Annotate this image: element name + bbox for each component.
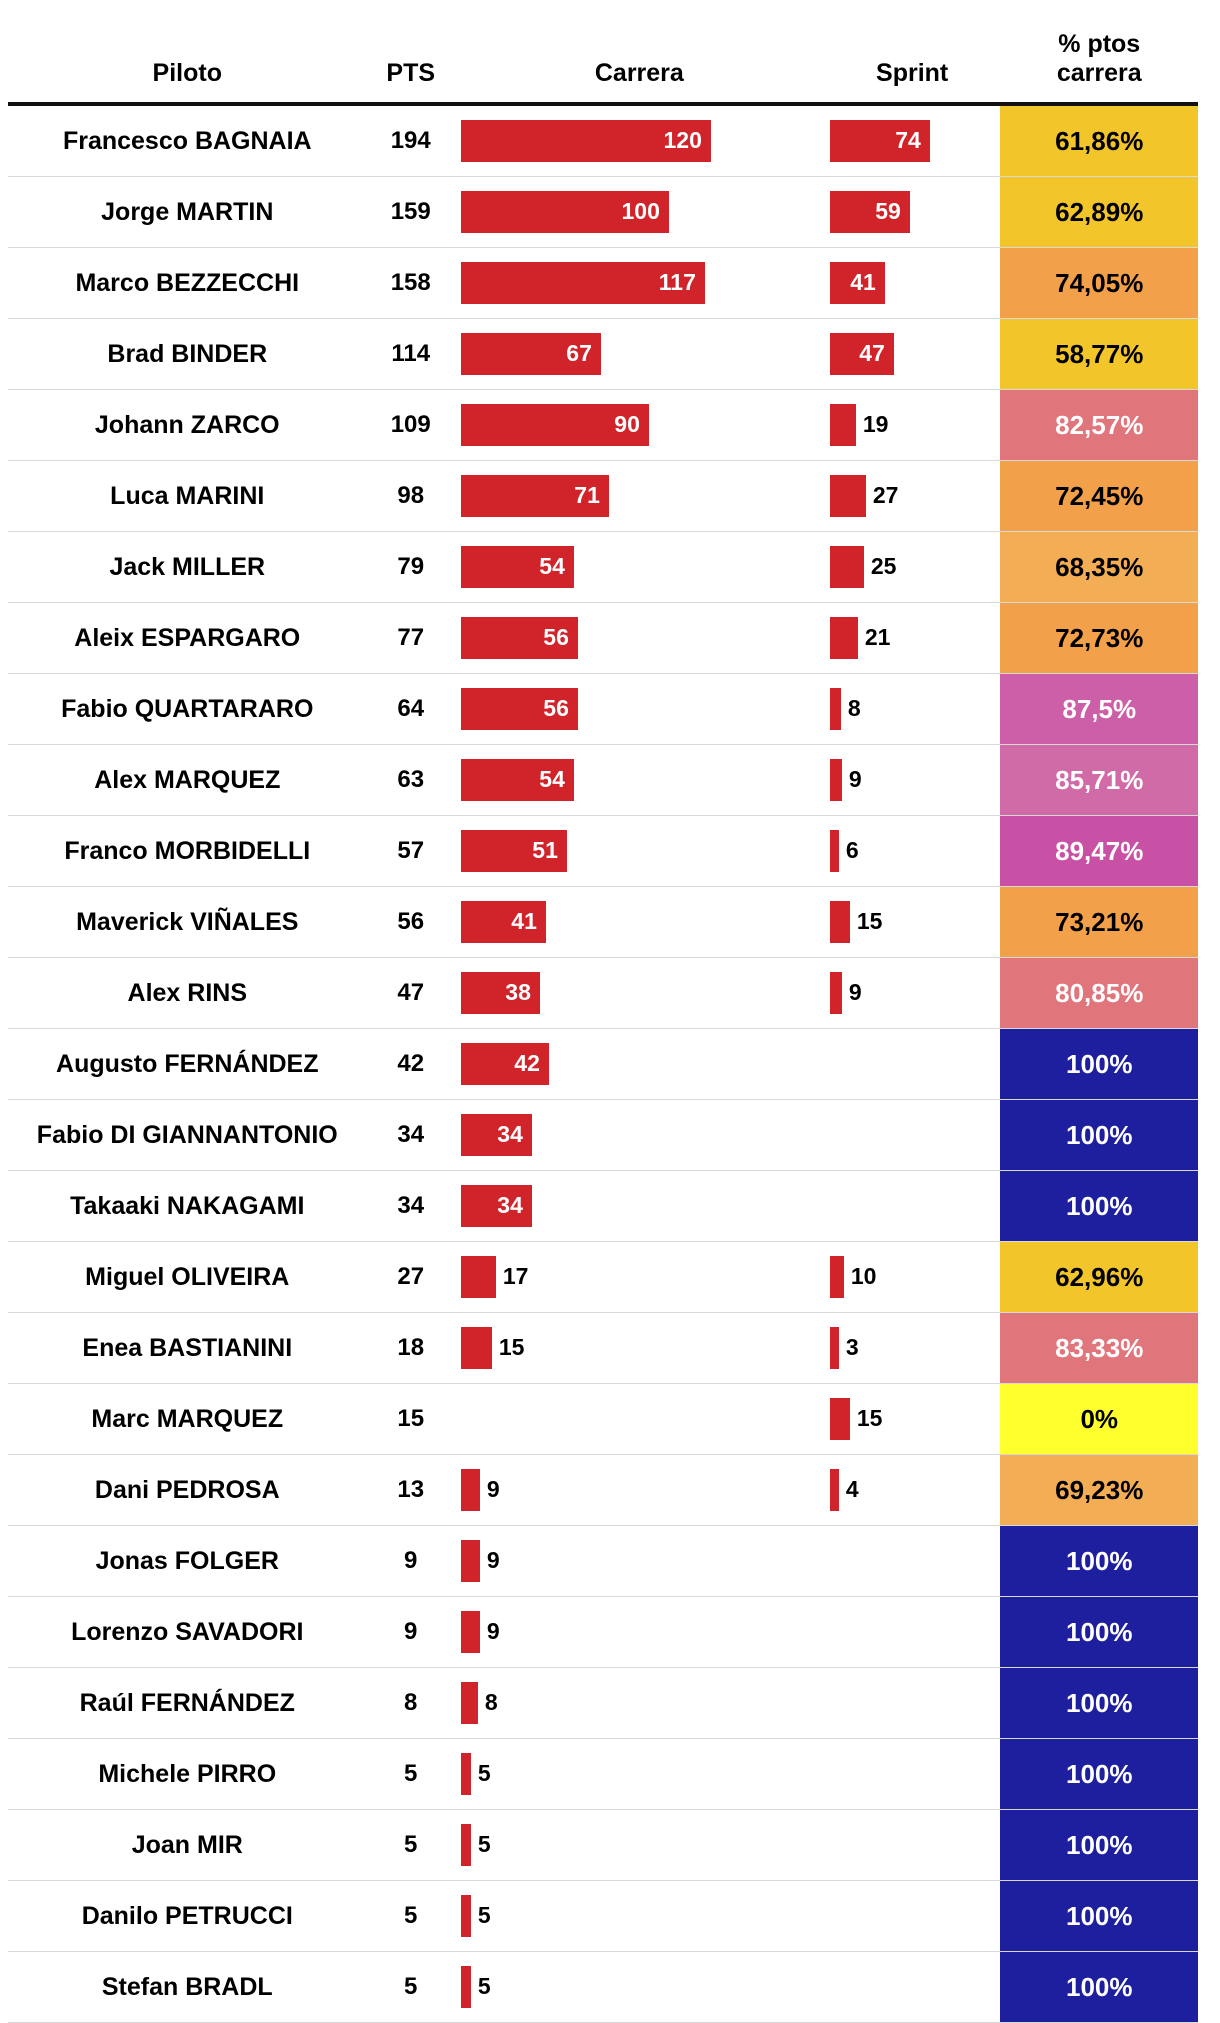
sprint-points-bar-cell — [824, 815, 1001, 886]
rider-name: Marc MARQUEZ — [91, 1404, 284, 1433]
race-points-bar-cell — [455, 602, 824, 673]
rider-name: Raúl FERNÁNDEZ — [79, 1688, 295, 1717]
percentage-value: 72,45% — [1055, 480, 1144, 511]
race-bar: 90 — [461, 404, 649, 446]
rider-name: Marco BEZZECCHI — [75, 268, 300, 297]
rider-points: 5 — [404, 1972, 418, 2000]
rider-points: 5 — [404, 1830, 418, 1858]
pct-header-line1: % ptos — [1058, 30, 1141, 58]
race-bar — [461, 1682, 478, 1724]
race-bar — [461, 1753, 471, 1795]
rider-name: Luca MARINI — [110, 481, 265, 510]
race-points-percentage — [1000, 176, 1198, 247]
rider-points: 194 — [390, 126, 431, 154]
percentage-value: 58,77% — [1055, 338, 1144, 369]
race-points-bar-cell — [455, 104, 824, 177]
percentage-value: 62,89% — [1055, 196, 1144, 227]
sprint-points-bar-cell — [824, 1596, 1001, 1667]
rider-name: Joan MIR — [131, 1830, 243, 1859]
race-points-bar-cell — [455, 1525, 824, 1596]
rider-points: 5 — [404, 1901, 418, 1929]
sprint-points-bar-cell — [824, 1525, 1001, 1596]
pct-header-line2: carrera — [1056, 58, 1142, 87]
sprint-bar: 47 — [830, 333, 894, 375]
sprint-points-bar-cell — [824, 531, 1001, 602]
race-points-bar-cell — [455, 176, 824, 247]
percentage-value: 100% — [1065, 1758, 1133, 1789]
table-row — [8, 1383, 1198, 1454]
race-points-percentage — [1000, 1099, 1198, 1170]
sprint-bar-label: 25 — [870, 553, 897, 579]
race-points-bar-cell — [455, 531, 824, 602]
race-points-bar-cell — [455, 247, 824, 318]
race-points-percentage — [1000, 1241, 1198, 1312]
table-row — [8, 602, 1198, 673]
race-bar-label: 8 — [484, 1689, 498, 1715]
percentage-value: 89,47% — [1055, 835, 1144, 866]
sprint-bar-label: 3 — [845, 1334, 859, 1360]
percentage-value: 62,96% — [1055, 1261, 1144, 1292]
rider-name: Maverick VIÑALES — [76, 907, 299, 936]
race-points-percentage — [1000, 460, 1198, 531]
rider-name: Augusto FERNÁNDEZ — [56, 1049, 319, 1078]
race-bar-label: 9 — [486, 1547, 500, 1573]
race-points-bar-cell — [455, 1383, 824, 1454]
race-points-percentage — [1000, 531, 1198, 602]
table-row — [8, 531, 1198, 602]
race-bar: 41 — [461, 901, 546, 943]
race-points-percentage — [1000, 1525, 1198, 1596]
sprint-points-bar-cell — [824, 673, 1001, 744]
rider-points: 8 — [404, 1688, 418, 1716]
sprint-bar-label: 21 — [864, 624, 891, 650]
sprint-bar-label: 6 — [845, 837, 859, 863]
column-header-pct-carrera — [1000, 0, 1198, 104]
race-bar-label: 9 — [486, 1618, 500, 1644]
race-points-bar-cell — [455, 1312, 824, 1383]
race-bar-label: 5 — [477, 1973, 491, 1999]
rider-points: 34 — [397, 1120, 425, 1148]
table-row — [8, 1028, 1198, 1099]
table-body — [8, 104, 1198, 2023]
race-points-percentage — [1000, 1454, 1198, 1525]
sprint-bar — [830, 972, 842, 1014]
race-bar: 56 — [461, 617, 578, 659]
percentage-value: 68,35% — [1055, 551, 1144, 582]
race-points-bar-cell — [455, 1028, 824, 1099]
sprint-bar — [830, 830, 839, 872]
percentage-value: 100% — [1065, 1545, 1133, 1576]
table-header — [8, 0, 1198, 104]
percentage-value: 85,71% — [1055, 764, 1144, 795]
sprint-bar — [830, 1256, 844, 1298]
sprint-bar-label: 19 — [862, 411, 889, 437]
race-points-percentage — [1000, 957, 1198, 1028]
sprint-points-bar-cell — [824, 1951, 1001, 2022]
sprint-bar — [830, 759, 842, 801]
table-row — [8, 1596, 1198, 1667]
table-row — [8, 1241, 1198, 1312]
table-row — [8, 1809, 1198, 1880]
race-bar: 100 — [461, 191, 669, 233]
sprint-bar: 41 — [830, 262, 885, 304]
table-row — [8, 1880, 1198, 1951]
race-points-bar-cell — [455, 1951, 824, 2022]
sprint-bar-label: 9 — [848, 979, 862, 1005]
sprint-points-bar-cell — [824, 1454, 1001, 1525]
race-points-bar-cell — [455, 1596, 824, 1667]
race-bar-label: 5 — [477, 1902, 491, 1928]
rider-points: 159 — [390, 197, 431, 225]
race-bar-label: 17 — [502, 1263, 529, 1289]
percentage-value: 80,85% — [1055, 977, 1144, 1008]
percentage-value: 74,05% — [1055, 267, 1144, 298]
sprint-bar-label: 15 — [856, 1405, 883, 1431]
race-points-percentage — [1000, 1809, 1198, 1880]
sprint-points-bar-cell — [824, 1170, 1001, 1241]
table-row — [8, 1454, 1198, 1525]
table-row — [8, 1667, 1198, 1738]
sprint-points-bar-cell — [824, 1383, 1001, 1454]
race-points-percentage — [1000, 744, 1198, 815]
race-bar: 42 — [461, 1043, 549, 1085]
rider-name: Aleix ESPARGARO — [74, 623, 301, 652]
rider-name: Jonas FOLGER — [95, 1546, 279, 1575]
rider-points: 5 — [404, 1759, 418, 1787]
race-points-bar-cell — [455, 1170, 824, 1241]
rider-name: Francesco BAGNAIA — [62, 126, 312, 155]
column-header-pts: PTS — [386, 58, 436, 87]
sprint-points-bar-cell — [824, 104, 1001, 177]
race-bar: 34 — [461, 1185, 532, 1227]
table-row — [8, 957, 1198, 1028]
table-row — [8, 673, 1198, 744]
sprint-bar — [830, 546, 864, 588]
race-points-percentage — [1000, 1880, 1198, 1951]
rider-points: 9 — [404, 1617, 418, 1645]
sprint-bar — [830, 1398, 850, 1440]
sprint-points-bar-cell — [824, 1667, 1001, 1738]
rider-name: Brad BINDER — [107, 339, 268, 368]
race-points-percentage — [1000, 1170, 1198, 1241]
race-points-percentage — [1000, 673, 1198, 744]
sprint-bar: 59 — [830, 191, 910, 233]
race-bar — [461, 1327, 492, 1369]
rider-points: 98 — [397, 481, 425, 509]
percentage-value: 83,33% — [1055, 1332, 1144, 1363]
percentage-value: 73,21% — [1055, 906, 1144, 937]
sprint-bar: 74 — [830, 120, 930, 162]
sprint-points-bar-cell — [824, 460, 1001, 531]
table-row — [8, 1525, 1198, 1596]
rider-points: 18 — [397, 1333, 425, 1361]
rider-name: Danilo PETRUCCI — [81, 1901, 293, 1930]
table-row — [8, 1170, 1198, 1241]
race-bar — [461, 1469, 480, 1511]
race-points-percentage — [1000, 1028, 1198, 1099]
sprint-bar-label: 15 — [856, 908, 883, 934]
rider-points: 15 — [397, 1404, 425, 1432]
race-points-percentage — [1000, 886, 1198, 957]
table-row — [8, 389, 1198, 460]
rider-points: 64 — [397, 694, 425, 722]
percentage-value: 100% — [1065, 1119, 1133, 1150]
percentage-value: 100% — [1065, 1687, 1133, 1718]
percentage-value: 87,5% — [1062, 693, 1137, 724]
race-bar: 54 — [461, 759, 574, 801]
percentage-value: 100% — [1065, 1616, 1133, 1647]
rider-points: 27 — [397, 1262, 425, 1290]
table-row — [8, 247, 1198, 318]
race-points-percentage — [1000, 1312, 1198, 1383]
table-row — [8, 815, 1198, 886]
race-bar: 120 — [461, 120, 711, 162]
percentage-value: 100% — [1065, 1900, 1133, 1931]
rider-points: 56 — [397, 907, 425, 935]
rider-name: Jack MILLER — [109, 552, 266, 581]
race-points-bar-cell — [455, 1454, 824, 1525]
sprint-points-bar-cell — [824, 1809, 1001, 1880]
race-points-percentage — [1000, 318, 1198, 389]
race-points-bar-cell — [455, 318, 824, 389]
sprint-bar-label: 27 — [872, 482, 899, 508]
race-bar: 67 — [461, 333, 601, 375]
race-points-percentage — [1000, 1667, 1198, 1738]
race-points-percentage — [1000, 602, 1198, 673]
sprint-points-bar-cell — [824, 1099, 1001, 1170]
race-bar-label: 5 — [477, 1760, 491, 1786]
sprint-points-bar-cell — [824, 1312, 1001, 1383]
race-points-bar-cell — [455, 1241, 824, 1312]
sprint-points-bar-cell — [824, 1241, 1001, 1312]
rider-points: 47 — [397, 978, 425, 1006]
percentage-value: 0% — [1080, 1403, 1119, 1434]
rider-points: 79 — [397, 552, 425, 580]
sprint-bar — [830, 404, 856, 446]
sprint-points-bar-cell — [824, 602, 1001, 673]
rider-points: 57 — [397, 836, 425, 864]
header-row — [8, 0, 1198, 104]
race-points-percentage — [1000, 1596, 1198, 1667]
race-points-bar-cell — [455, 673, 824, 744]
percentage-value: 82,57% — [1055, 409, 1144, 440]
race-bar: 71 — [461, 475, 609, 517]
sprint-points-bar-cell — [824, 886, 1001, 957]
sprint-bar — [830, 1469, 839, 1511]
rider-name: Jorge MARTIN — [101, 197, 274, 226]
table-row — [8, 744, 1198, 815]
rider-points: 114 — [391, 339, 431, 367]
column-header-piloto: Piloto — [152, 58, 222, 87]
race-bar: 117 — [461, 262, 705, 304]
race-points-bar-cell — [455, 1809, 824, 1880]
table-row — [8, 1738, 1198, 1809]
race-points-bar-cell — [455, 1099, 824, 1170]
sprint-points-bar-cell — [824, 1880, 1001, 1951]
race-points-bar-cell — [455, 389, 824, 460]
race-points-bar-cell — [455, 815, 824, 886]
rider-points: 158 — [390, 268, 431, 296]
sprint-points-bar-cell — [824, 1028, 1001, 1099]
sprint-points-bar-cell — [824, 176, 1001, 247]
race-points-percentage — [1000, 389, 1198, 460]
rider-points: 34 — [397, 1191, 425, 1219]
column-header-carrera: Carrera — [594, 58, 684, 87]
rider-points: 63 — [397, 765, 425, 793]
race-bar: 38 — [461, 972, 540, 1014]
race-bar: 56 — [461, 688, 578, 730]
percentage-value: 100% — [1065, 1190, 1133, 1221]
percentage-value: 100% — [1065, 1971, 1133, 2002]
table-row — [8, 104, 1198, 177]
race-bar-label: 9 — [486, 1476, 500, 1502]
percentage-value: 100% — [1065, 1829, 1133, 1860]
race-points-bar-cell — [455, 1667, 824, 1738]
sprint-points-bar-cell — [824, 1738, 1001, 1809]
sprint-points-bar-cell — [824, 318, 1001, 389]
standings-table — [8, 0, 1198, 2023]
race-points-bar-cell — [455, 1738, 824, 1809]
table-row — [8, 886, 1198, 957]
race-bar — [461, 1824, 471, 1866]
rider-points: 9 — [404, 1546, 418, 1574]
rider-name: Stefan BRADL — [101, 1972, 273, 2001]
race-points-percentage — [1000, 1951, 1198, 2022]
race-bar — [461, 1611, 480, 1653]
table-row — [8, 460, 1198, 531]
sprint-bar — [830, 475, 866, 517]
race-bar — [461, 1966, 471, 2008]
race-points-bar-cell — [455, 1880, 824, 1951]
race-points-percentage — [1000, 815, 1198, 886]
table-row — [8, 1312, 1198, 1383]
table-row — [8, 176, 1198, 247]
sprint-bar-label: 9 — [848, 766, 862, 792]
rider-name: Franco MORBIDELLI — [64, 836, 311, 865]
sprint-points-bar-cell — [824, 389, 1001, 460]
percentage-value: 100% — [1065, 1048, 1133, 1079]
sprint-bar — [830, 1327, 839, 1369]
table-row — [8, 318, 1198, 389]
percentage-value: 72,73% — [1055, 622, 1144, 653]
table-row — [8, 1951, 1198, 2022]
sprint-points-bar-cell — [824, 247, 1001, 318]
rider-name: Miguel OLIVEIRA — [85, 1262, 290, 1291]
race-bar — [461, 1256, 496, 1298]
rider-name: Fabio DI GIANNANTONIO — [36, 1120, 338, 1149]
rider-name: Alex MARQUEZ — [94, 765, 281, 794]
race-points-percentage — [1000, 1383, 1198, 1454]
sprint-bar-label: 10 — [850, 1263, 877, 1289]
race-points-percentage — [1000, 104, 1198, 177]
race-bar: 51 — [461, 830, 567, 872]
sprint-points-bar-cell — [824, 957, 1001, 1028]
rider-name: Fabio QUARTARARO — [61, 694, 314, 723]
race-points-percentage — [1000, 1738, 1198, 1809]
percentage-value: 61,86% — [1055, 125, 1144, 156]
rider-points: 77 — [397, 623, 425, 651]
race-bar: 54 — [461, 546, 574, 588]
rider-name: Takaaki NAKAGAMI — [70, 1191, 305, 1220]
race-points-bar-cell — [455, 744, 824, 815]
sprint-points-bar-cell — [824, 744, 1001, 815]
rider-name: Johann ZARCO — [94, 410, 280, 439]
sprint-bar-label: 4 — [845, 1476, 859, 1502]
race-points-bar-cell — [455, 957, 824, 1028]
race-bar: 34 — [461, 1114, 532, 1156]
race-points-bar-cell — [455, 460, 824, 531]
rider-points: 42 — [397, 1049, 425, 1077]
rider-name: Alex RINS — [127, 978, 248, 1007]
race-points-bar-cell — [455, 886, 824, 957]
rider-name: Lorenzo SAVADORI — [71, 1617, 304, 1646]
race-bar — [461, 1540, 480, 1582]
rider-name: Michele PIRRO — [98, 1759, 277, 1788]
percentage-value: 69,23% — [1055, 1474, 1144, 1505]
race-bar-label: 5 — [477, 1831, 491, 1857]
rider-name: Dani PEDROSA — [94, 1475, 280, 1504]
sprint-bar-label: 8 — [847, 695, 861, 721]
race-points-percentage — [1000, 247, 1198, 318]
sprint-bar — [830, 901, 850, 943]
race-bar — [461, 1895, 471, 1937]
rider-name: Enea BASTIANINI — [82, 1333, 293, 1362]
race-bar-label: 15 — [498, 1334, 525, 1360]
rider-points: 13 — [397, 1475, 425, 1503]
column-header-sprint: Sprint — [876, 58, 949, 87]
table-row — [8, 1099, 1198, 1170]
rider-points: 109 — [390, 410, 431, 438]
sprint-bar — [830, 688, 841, 730]
sprint-bar — [830, 617, 858, 659]
